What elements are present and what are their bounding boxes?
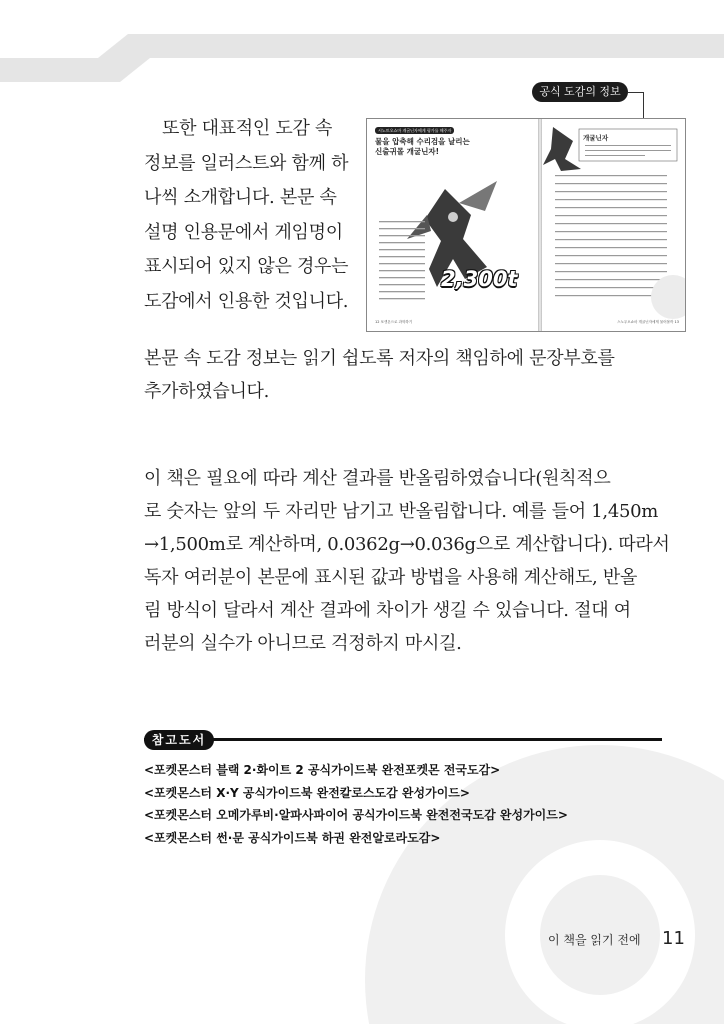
page-number: 11	[662, 928, 685, 949]
references-rule	[144, 738, 662, 741]
paragraph-line: 또한 대표적인 도감 속	[162, 118, 333, 139]
reference-item: <포켓몬스터 오메가루비·알파사파이어 공식가이드북 완전전국도감 완성가이드>	[144, 808, 568, 822]
mini-count-label: 2,300t	[441, 267, 518, 291]
rounding-paragraph	[144, 462, 670, 660]
right-pokemon-thumbnail	[543, 127, 581, 171]
mini-page-headline	[375, 137, 470, 157]
paragraph-line: 추가하였습니다.	[144, 381, 270, 402]
intro-paragraph	[144, 112, 348, 319]
mini-right-footer: 스노우오쇼마 개굴닌자에게 물어볼까 13	[617, 320, 679, 324]
paragraph-line: 도감에서 인용한 것입니다.	[144, 290, 349, 312]
paragraph-line: 표시되어 있지 않은 경우는	[144, 256, 349, 277]
mini-pokemon-name: 개굴닌자	[583, 134, 609, 142]
paragraph-line: →1,500m로 계산하며, 0.0362g→0.036g으로 계산합니다). 따라서	[144, 534, 670, 555]
book-spread-screenshot	[366, 118, 686, 332]
mini-headline-line: 신출귀몰 개굴닌자!	[375, 147, 439, 156]
badge-leader-h	[628, 92, 644, 93]
paragraph-line: 러분의 실수가 아니므로 걱정하지 마시길.	[144, 633, 462, 654]
right-info-lines	[585, 145, 671, 156]
right-body-text-block	[555, 175, 667, 296]
mini-page-tag: 시노트오쇼마 개굴닌자에게 평가를 해주자	[375, 127, 454, 134]
paragraph-line: 림 방식이 달라서 계산 결과에 차이가 생길 수 있습니다. 절대 여	[144, 600, 631, 621]
book-spine	[538, 119, 542, 331]
mini-left-footer: 12 포켓몬으로 과학하기	[375, 320, 413, 324]
running-title: 이 책을 읽기 전에	[548, 933, 641, 947]
paragraph-line: 로 숫자는 앞의 두 자리만 남기고 반올림합니다. 예를 들어 1,450m	[144, 501, 659, 522]
reference-item: <포켓몬스터 X·Y 공식가이드북 완전칼로스도감 완성가이드>	[144, 785, 470, 800]
reference-item: <포켓몬스터 블랙 2·화이트 2 공식가이드북 완전포켓몬 전국도감>	[144, 763, 501, 777]
mini-headline-line: 물을 압축해 수리검을 날리는	[375, 137, 470, 146]
pokeball-mark	[651, 275, 685, 319]
paragraph-line: 본문 속 도감 정보는 읽기 쉽도록 저자의 책임하에 문장부호를	[144, 348, 615, 369]
paragraph-line: 정보를 일러스트와 함께 하	[144, 152, 349, 174]
paragraph-line: 독자 여러분이 본문에 표시된 값과 방법을 사용해 계산해도, 반올	[144, 567, 638, 588]
punctuation-paragraph	[144, 342, 615, 408]
references-label: 참고도서	[144, 730, 214, 750]
paragraph-line: 설명 인용문에서 게임명이	[144, 221, 343, 243]
header-band	[0, 34, 724, 82]
references-list	[144, 759, 568, 849]
reference-item: <포켓몬스터 썬·문 공식가이드북 하권 완전알로라도감>	[144, 830, 441, 845]
paragraph-line: 이 책은 필요에 따라 계산 결과를 반올림하였습니다(원칙적으	[144, 468, 611, 489]
paragraph-line: 나씩 소개합니다. 본문 속	[144, 187, 337, 208]
official-info-badge: 공식 도감의 정보	[532, 82, 628, 102]
